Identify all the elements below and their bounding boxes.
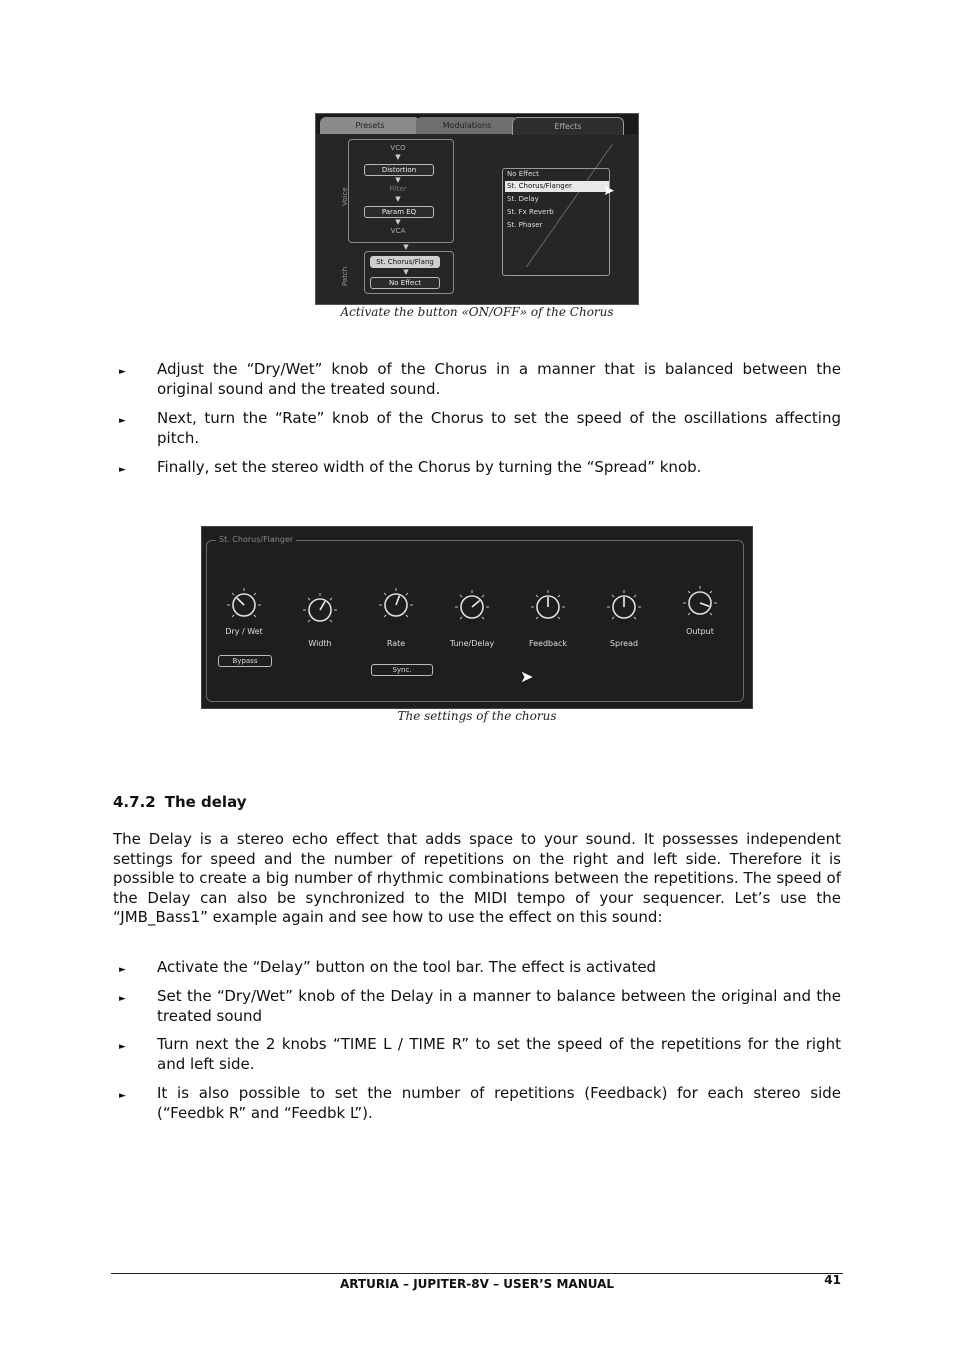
- stage-vca: VCA: [390, 227, 406, 235]
- effect-item-no-effect[interactable]: No Effect: [507, 170, 539, 178]
- bullet-text: It is also possible to set the number of repetitions (Feedback) for each stereo side (“Feedbk R” and “Feedbk L”).: [157, 1084, 841, 1122]
- bullet-text: Activate the “Delay” button on the tool bar. The effect is activated: [157, 958, 657, 976]
- arrow-down-icon: ▼: [395, 153, 401, 161]
- knob-label: Output: [686, 627, 714, 636]
- knob-width[interactable]: [302, 592, 338, 628]
- bullet-text: Next, turn the “Rate” knob of the Chorus to set the speed of the oscillations affecting pitch.: [157, 409, 841, 447]
- bullet-arrow-icon: ►: [119, 416, 126, 426]
- arrow-down-icon: ▼: [395, 218, 401, 226]
- bullet-arrow-icon: ►: [119, 465, 126, 475]
- arrow-down-icon: ▼: [403, 243, 409, 251]
- chorus-panel-screenshot: [201, 526, 753, 709]
- bullet-text: Adjust the “Dry/Wet” knob of the Chorus in a manner that is balanced between the original sound and the treated sound.: [157, 360, 841, 398]
- knob-label: Width: [308, 639, 332, 648]
- voice-slot-param-eq[interactable]: Param EQ: [364, 206, 434, 218]
- knob-feedback[interactable]: [530, 589, 566, 625]
- effect-item-delay[interactable]: St. Delay: [507, 195, 539, 203]
- stage-filter: Filter: [389, 185, 407, 193]
- voice-slot-distortion[interactable]: Distortion: [364, 164, 434, 176]
- footer-rule: [111, 1273, 843, 1274]
- effect-list: [502, 168, 610, 276]
- effect-item-reverb[interactable]: St. Fx Reverb: [507, 208, 554, 216]
- sync-button[interactable]: Sync.: [371, 664, 433, 676]
- mouse-cursor-icon: ➤: [520, 667, 534, 686]
- knob-rate[interactable]: [378, 587, 414, 623]
- knob-label: Dry / Wet: [225, 627, 263, 636]
- knob-label: Tune/Delay: [449, 639, 495, 648]
- tab-bar: [316, 114, 638, 134]
- effect-item-chorus-flanger[interactable]: St. Chorus/Flanger: [505, 181, 609, 192]
- knob-label: Feedback: [528, 639, 568, 648]
- arrow-down-icon: ▼: [403, 268, 409, 276]
- caption-effects: Activate the button «ON/OFF» of the Chorus: [340, 305, 614, 319]
- arrow-down-icon: ▼: [395, 176, 401, 184]
- knob-spread[interactable]: [606, 589, 642, 625]
- chorus-panel-title: St. Chorus/Flanger: [216, 535, 296, 544]
- bullet-text: Set the “Dry/Wet” knob of the Delay in a manner to balance between the original and the treated sound: [157, 987, 841, 1025]
- bullet-arrow-icon: ►: [119, 367, 126, 377]
- patch-slot-chorus[interactable]: St. Chorus/Flang: [370, 256, 440, 268]
- voice-label: Voice: [341, 187, 349, 206]
- tab-effects[interactable]: Effects: [512, 117, 624, 135]
- bullet-arrow-icon: ►: [119, 994, 126, 1004]
- footer-text: ARTURIA – JUPITER-8V – USER’S MANUAL: [339, 1277, 615, 1291]
- page-number: 41: [824, 1273, 841, 1287]
- effects-routing-screenshot: [315, 113, 639, 305]
- knob-label: Spread: [609, 639, 639, 648]
- patch-label: Patch: [341, 266, 349, 286]
- stage-vco: VCO: [390, 144, 406, 152]
- bullet-arrow-icon: ►: [119, 1042, 126, 1052]
- knob-dry-wet[interactable]: [226, 587, 262, 623]
- tab-presets[interactable]: Presets: [320, 117, 420, 134]
- bullet-arrow-icon: ►: [119, 965, 126, 975]
- mouse-cursor-icon: ➤: [603, 183, 615, 199]
- knob-output[interactable]: [682, 585, 718, 621]
- knob-tune-delay[interactable]: [454, 589, 490, 625]
- bullet-text: Turn next the 2 knobs “TIME L / TIME R” to set the speed of the repetitions for the right and left side.: [157, 1035, 841, 1073]
- section-number: 4.7.2: [113, 793, 156, 811]
- arrow-down-icon: ▼: [395, 195, 401, 203]
- knob-label: Rate: [386, 639, 406, 648]
- caption-chorus: The settings of the chorus: [397, 709, 557, 723]
- patch-slot-no-effect[interactable]: No Effect: [370, 277, 440, 289]
- section-title: The delay: [164, 793, 247, 811]
- bullet-text: Finally, set the stereo width of the Chorus by turning the “Spread” knob.: [157, 458, 702, 476]
- section-heading: [113, 793, 247, 811]
- body-paragraph: The Delay is a stereo echo effect that adds space to your sound. It possesses independent settings for speed and the number of repetitions on the right and left side. Therefore it is possible to create a big number of rhythmic combinations between the repetitions. The speed of the Delay can also be synchronized to the MIDI tempo of your sequencer. Let’s use the “JMB_Bass1” example again and see how to use the effect on this sound:: [113, 830, 841, 926]
- effect-item-phaser[interactable]: St. Phaser: [507, 221, 543, 229]
- tab-modulations[interactable]: Modulations: [416, 117, 518, 134]
- bypass-button[interactable]: Bypass: [218, 655, 272, 667]
- bullet-arrow-icon: ►: [119, 1091, 126, 1101]
